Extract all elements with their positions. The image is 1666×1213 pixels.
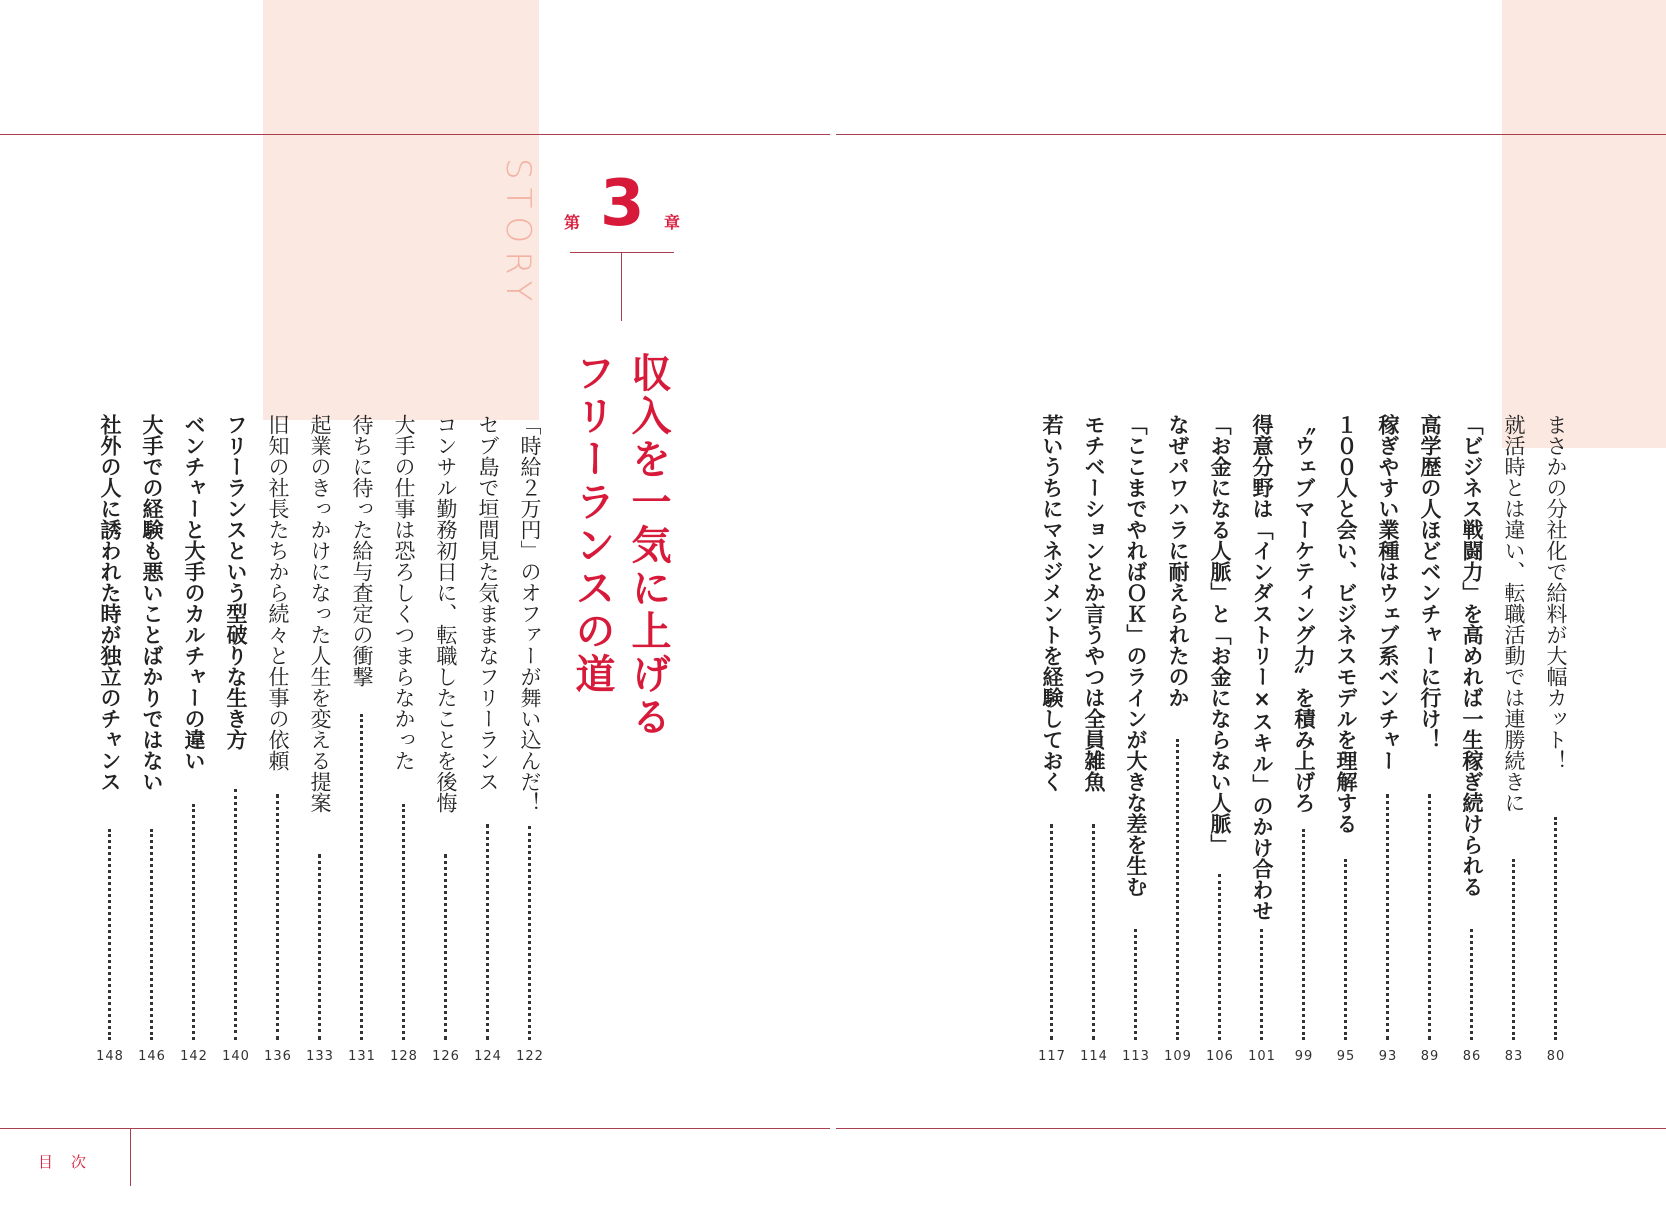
toc-entry[interactable] xyxy=(428,414,464,1064)
page-number: 117 xyxy=(1038,1049,1066,1064)
leader-dots xyxy=(528,826,531,1040)
leader-dots xyxy=(360,714,363,1040)
page-number: 128 xyxy=(390,1049,418,1064)
entry-title: フリーランスという型破りな生き方 xyxy=(224,414,248,750)
entry-title: 「ビジネス戦闘力」を高めれば一生稼ぎ続けられる xyxy=(1460,414,1484,897)
leader-dots xyxy=(1428,794,1431,1040)
toc-entry[interactable] xyxy=(1244,414,1280,1064)
entry-title: コンサル勤務初日に、転職したことを後悔 xyxy=(434,414,458,813)
toc-entry[interactable] xyxy=(302,414,338,1064)
leader-dots xyxy=(1260,929,1263,1040)
entry-title: なぜパワハラに耐えられたのか xyxy=(1166,414,1190,708)
toc-entry[interactable] xyxy=(1412,414,1448,1064)
leader-dots xyxy=(234,789,237,1040)
page-number: 80 xyxy=(1546,1049,1566,1064)
chapter-underline xyxy=(570,252,674,253)
toc-entry[interactable] xyxy=(1202,414,1238,1064)
toc-entry[interactable] xyxy=(1370,414,1406,1064)
entry-title: 高学歴の人ほどベンチャーに行け！ xyxy=(1418,414,1442,750)
leader-dots xyxy=(1050,824,1053,1040)
entry-title: モチベーションとか言うやつは全員雑魚 xyxy=(1082,414,1106,792)
toc-entry[interactable] xyxy=(1034,414,1070,1064)
bottom-rule-right xyxy=(836,1128,1666,1129)
entry-title: 旧知の社長たちから続々と仕事の依頼 xyxy=(266,414,290,771)
toc-entry[interactable] xyxy=(1076,414,1112,1064)
toc-entry[interactable] xyxy=(134,414,170,1064)
toc-entry[interactable] xyxy=(218,414,254,1064)
page-number: 109 xyxy=(1164,1049,1192,1064)
entry-title: １００人と会い、ビジネスモデルを理解する xyxy=(1334,414,1358,834)
page-number: 124 xyxy=(474,1049,502,1064)
leader-dots xyxy=(192,804,195,1040)
leader-dots xyxy=(402,804,405,1040)
toc-entry[interactable] xyxy=(1118,414,1154,1064)
page-number: 122 xyxy=(516,1049,544,1064)
toc-entry[interactable] xyxy=(1538,414,1574,1064)
leader-dots xyxy=(1344,859,1347,1040)
toc-entry[interactable] xyxy=(386,414,422,1064)
chapter-title-line-2: フリーランスの道 xyxy=(569,352,615,696)
top-rule-left xyxy=(0,134,830,135)
page-number: 99 xyxy=(1294,1049,1314,1064)
toc-entry[interactable] xyxy=(1328,414,1364,1064)
entry-title: 得意分野は「インダストリー×スキル」のかけ合わせ xyxy=(1250,414,1274,921)
page-number: 142 xyxy=(180,1049,208,1064)
footer-label: 目次 xyxy=(38,1153,105,1171)
toc-entry[interactable] xyxy=(260,414,296,1064)
page-number: 140 xyxy=(222,1049,250,1064)
right-pink-band xyxy=(1502,0,1666,448)
toc-entry[interactable] xyxy=(1454,414,1490,1064)
bottom-rule-left xyxy=(0,1128,830,1129)
toc-entry[interactable] xyxy=(470,414,506,1064)
page-number: 101 xyxy=(1248,1049,1276,1064)
entry-title: 〝ウェブマーケティング力〟を積み上げろ xyxy=(1292,414,1316,813)
page-number: 146 xyxy=(138,1049,166,1064)
chapter-title-line-1: 収入を一気に上げる xyxy=(625,352,671,739)
page-number: 95 xyxy=(1336,1049,1356,1064)
entry-title: 大手の仕事は恐ろしくつまらなかった xyxy=(392,414,416,771)
leader-dots xyxy=(486,824,489,1040)
footer-divider xyxy=(130,1128,131,1186)
entry-title: 就活時とは違い、転職活動では連勝続きに xyxy=(1502,414,1526,813)
toc-entry[interactable] xyxy=(176,414,212,1064)
toc-entry[interactable] xyxy=(1286,414,1322,1064)
leader-dots xyxy=(1470,929,1473,1040)
page-number: 83 xyxy=(1504,1049,1524,1064)
page-number: 148 xyxy=(96,1049,124,1064)
leader-dots xyxy=(1092,824,1095,1040)
leader-dots xyxy=(1218,874,1221,1040)
page-number: 131 xyxy=(348,1049,376,1064)
leader-dots xyxy=(150,829,153,1040)
leader-dots xyxy=(444,854,447,1040)
leader-dots xyxy=(318,854,321,1040)
leader-dots xyxy=(108,829,111,1040)
entry-title: 大手での経験も悪いことばかりではない xyxy=(140,414,164,792)
entry-title: 社外の人に誘われた時が独立のチャンス xyxy=(98,414,122,792)
toc-entry[interactable] xyxy=(1496,414,1532,1064)
story-label: STORY xyxy=(498,158,538,310)
leader-dots xyxy=(1512,859,1515,1040)
leader-dots xyxy=(1386,794,1389,1040)
entry-title: 起業のきっかけになった人生を変える提案 xyxy=(308,414,332,813)
entry-title: 「時給２万円」のオファーが舞い込んだ！ xyxy=(518,414,542,813)
leader-dots xyxy=(1134,929,1137,1040)
toc-entry[interactable] xyxy=(344,414,380,1064)
leader-dots xyxy=(1176,739,1179,1040)
page-number: 136 xyxy=(264,1049,292,1064)
toc-entry[interactable] xyxy=(92,414,128,1064)
toc-entry[interactable] xyxy=(512,414,548,1064)
entry-title: 稼ぎやすい業種はウェブ系ベンチャー xyxy=(1376,414,1400,771)
chapter-stem xyxy=(621,253,622,321)
page-number: 93 xyxy=(1378,1049,1398,1064)
entry-title: 「ここまでやればＯＫ」のラインが大きな差を生む xyxy=(1124,414,1148,897)
page-number: 89 xyxy=(1420,1049,1440,1064)
toc-entry[interactable] xyxy=(1160,414,1196,1064)
top-rule-right xyxy=(836,134,1666,135)
entry-title: 「お金になる人脈」と「お金にならない人脈」 xyxy=(1208,414,1232,855)
leader-dots xyxy=(1302,829,1305,1040)
entry-title: 若いうちにマネジメントを経験しておく xyxy=(1040,414,1064,792)
chapter-suffix: 章 xyxy=(664,213,681,232)
page-number: 106 xyxy=(1206,1049,1234,1064)
page-number: 126 xyxy=(432,1049,460,1064)
chapter-number: 3 xyxy=(600,167,645,241)
leader-dots xyxy=(1554,817,1557,1040)
leader-dots xyxy=(276,794,279,1040)
page-number: 113 xyxy=(1122,1049,1150,1064)
entry-title: まさかの分社化で給料が大幅カット！ xyxy=(1544,414,1568,771)
chapter-prefix: 第 xyxy=(564,213,581,232)
entry-title: セブ島で垣間見た気ままなフリーランス xyxy=(476,414,500,792)
page-number: 114 xyxy=(1080,1049,1108,1064)
page-number: 133 xyxy=(306,1049,334,1064)
entry-title: ベンチャーと大手のカルチャーの違い xyxy=(182,414,206,771)
page-number: 86 xyxy=(1462,1049,1482,1064)
entry-title: 待ちに待った給与査定の衝撃 xyxy=(350,414,374,687)
